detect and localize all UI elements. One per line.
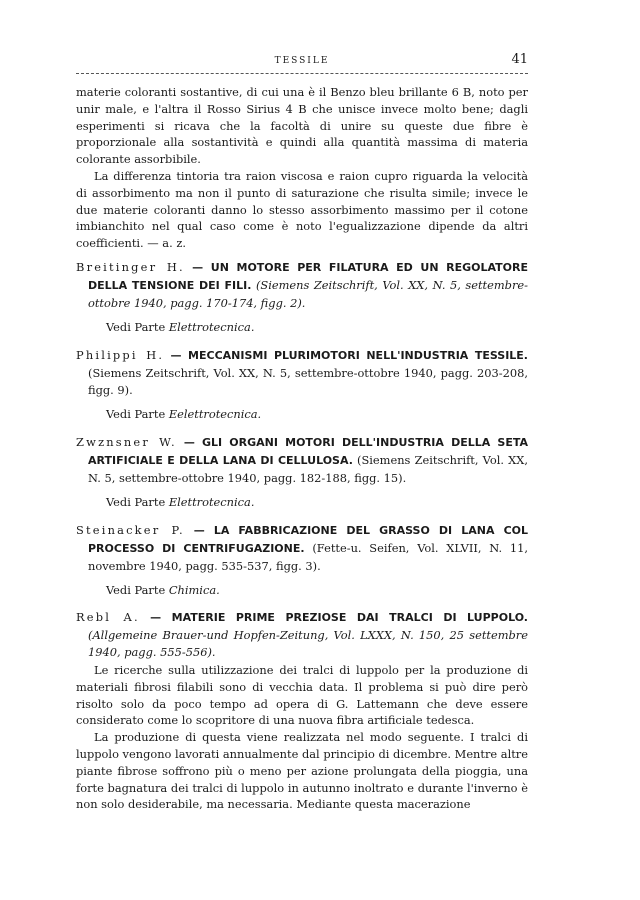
entry-source: (Fette-u. Seifen, Vol. XLVII, N. 11, novembre 1940, pagg. 535-537, figg. 3). xyxy=(88,540,529,573)
entry-author: Steinacker P. xyxy=(76,523,185,537)
entry-source: (Allgemeine Brauer-und Hopfen-Zeitung, Vol. LXXX, N. 150, 25 settembre 1940, pagg. 555-556). xyxy=(88,627,528,659)
entry-cross-reference xyxy=(106,319,528,336)
see-section: Chimica. xyxy=(168,583,220,598)
entry-cross-reference xyxy=(106,494,528,511)
see-label: Vedi Parte xyxy=(106,320,166,335)
see-label: Vedi Parte xyxy=(106,495,166,510)
entry-source: (Siemens Zeitschrift, Vol. XX, N. 5, settembre-ottobre 1940, pagg. 182-188, figg. 15). xyxy=(88,452,528,485)
intro-paragraph: La differenza tintoria tra raion viscosa e raion cupro riguarda la velocità di assorbimento ma non il punto di saturazione che risulta simile; invece le due materie coloranti danno lo stesso assorbimento massimo per il cotone imbianchito nel qual caso come è noto l'egualizzazione dipende da altri coefficienti. — a. z. xyxy=(76,168,528,251)
entry-source: (Siemens Zeitschrift, Vol. XX, N. 5, settembre-ottobre 1940, pagg. 203-208, figg. 9). xyxy=(88,365,528,397)
intro-text xyxy=(76,84,528,252)
entry-author: Philippi H. xyxy=(76,348,165,362)
bibliography-entry xyxy=(76,259,528,336)
entry-source: (Siemens Zeitschrift, Vol. XX, N. 5, settembre-ottobre 1940, pagg. 170-174, figg. 2). xyxy=(88,277,529,310)
entry-citation xyxy=(76,347,528,398)
see-label: Vedi Parte xyxy=(106,407,166,422)
entry-author: Zwznsner W. xyxy=(76,435,177,449)
bibliography-entry xyxy=(76,434,528,511)
entry-title: — MECCANISMI PLURIMOTORI NELL'INDUSTRIA TESSILE. xyxy=(170,349,528,362)
bibliography-entry xyxy=(76,522,528,599)
intro-paragraph: materie coloranti sostantive, di cui una è il Benzo bleu brillante 6 B, noto per unir male, e l'altra il Rosso Sirius 4 B che unisce invece molto bene; dagli esperimenti si ricava che la facoltà di unire su queste due fibre è proporzionale alla sostantività e quindi alla quantità massima di materia colorante assorbibile. xyxy=(76,85,528,167)
entry-citation xyxy=(76,434,528,486)
page-header xyxy=(76,52,528,72)
bibliography-entry xyxy=(76,347,528,423)
see-section: Elettrotecnica. xyxy=(168,320,255,335)
body-paragraph: La produzione di questa viene realizzata nel modo seguente. I tralci di luppolo vengono lavorati annualmente dal principio di dicembre. Mentre altre piante fibrose soffrono più o meno per azione prolungata della pioggia, una forte bagnatura dei tralci di luppolo in autunno inoltrato e durante l'inverno è non solo desiderabile, ma necessaria. Mediante questa macerazione xyxy=(76,730,528,812)
entry-citation xyxy=(76,259,528,311)
page-number: 41 xyxy=(511,52,528,67)
entry-citation xyxy=(76,522,528,574)
entry-title: — UN MOTORE PER FILATURA ED UN REGOLATORE DELLA TENSIONE DEI FILI. xyxy=(88,261,528,292)
see-section: Eelettrotecnica. xyxy=(168,407,262,422)
header-rule xyxy=(76,73,528,74)
see-section: Elettrotecnica. xyxy=(168,495,255,510)
entry-author: Breitinger H. xyxy=(76,260,185,274)
entry-cross-reference xyxy=(106,406,528,423)
running-title: TESSILE xyxy=(274,56,330,66)
entry-title: — MATERIE PRIME PREZIOSE DAI TRALCI DI LUPPOLO. xyxy=(150,611,528,624)
entry-title: — GLI ORGANI MOTORI DELL'INDUSTRIA DELLA SETA ARTIFICIALE E DELLA LANA DI CELLULOSA. xyxy=(88,436,529,467)
bibliography-entry xyxy=(76,609,528,660)
see-label: Vedi Parte xyxy=(106,583,166,598)
entry-cross-reference xyxy=(106,582,528,599)
body-text xyxy=(76,662,528,813)
body-paragraph: Le ricerche sulla utilizzazione dei tralci di luppolo per la produzione di materiali fibrosi filabili sono di vecchia data. Il problema si può dire però risolto solo da poco tempo ad opera di G. Lattemann che deve essere considerato come lo scopritore di una nuova fibra artificiale tedesca. xyxy=(76,663,528,728)
entry-citation xyxy=(76,609,528,660)
entry-author: Rebl A. xyxy=(76,610,140,624)
entry-title: — LA FABBRICAZIONE DEL GRASSO DI LANA COL PROCESSO DI CENTRIFUGAZIONE. xyxy=(88,524,528,555)
